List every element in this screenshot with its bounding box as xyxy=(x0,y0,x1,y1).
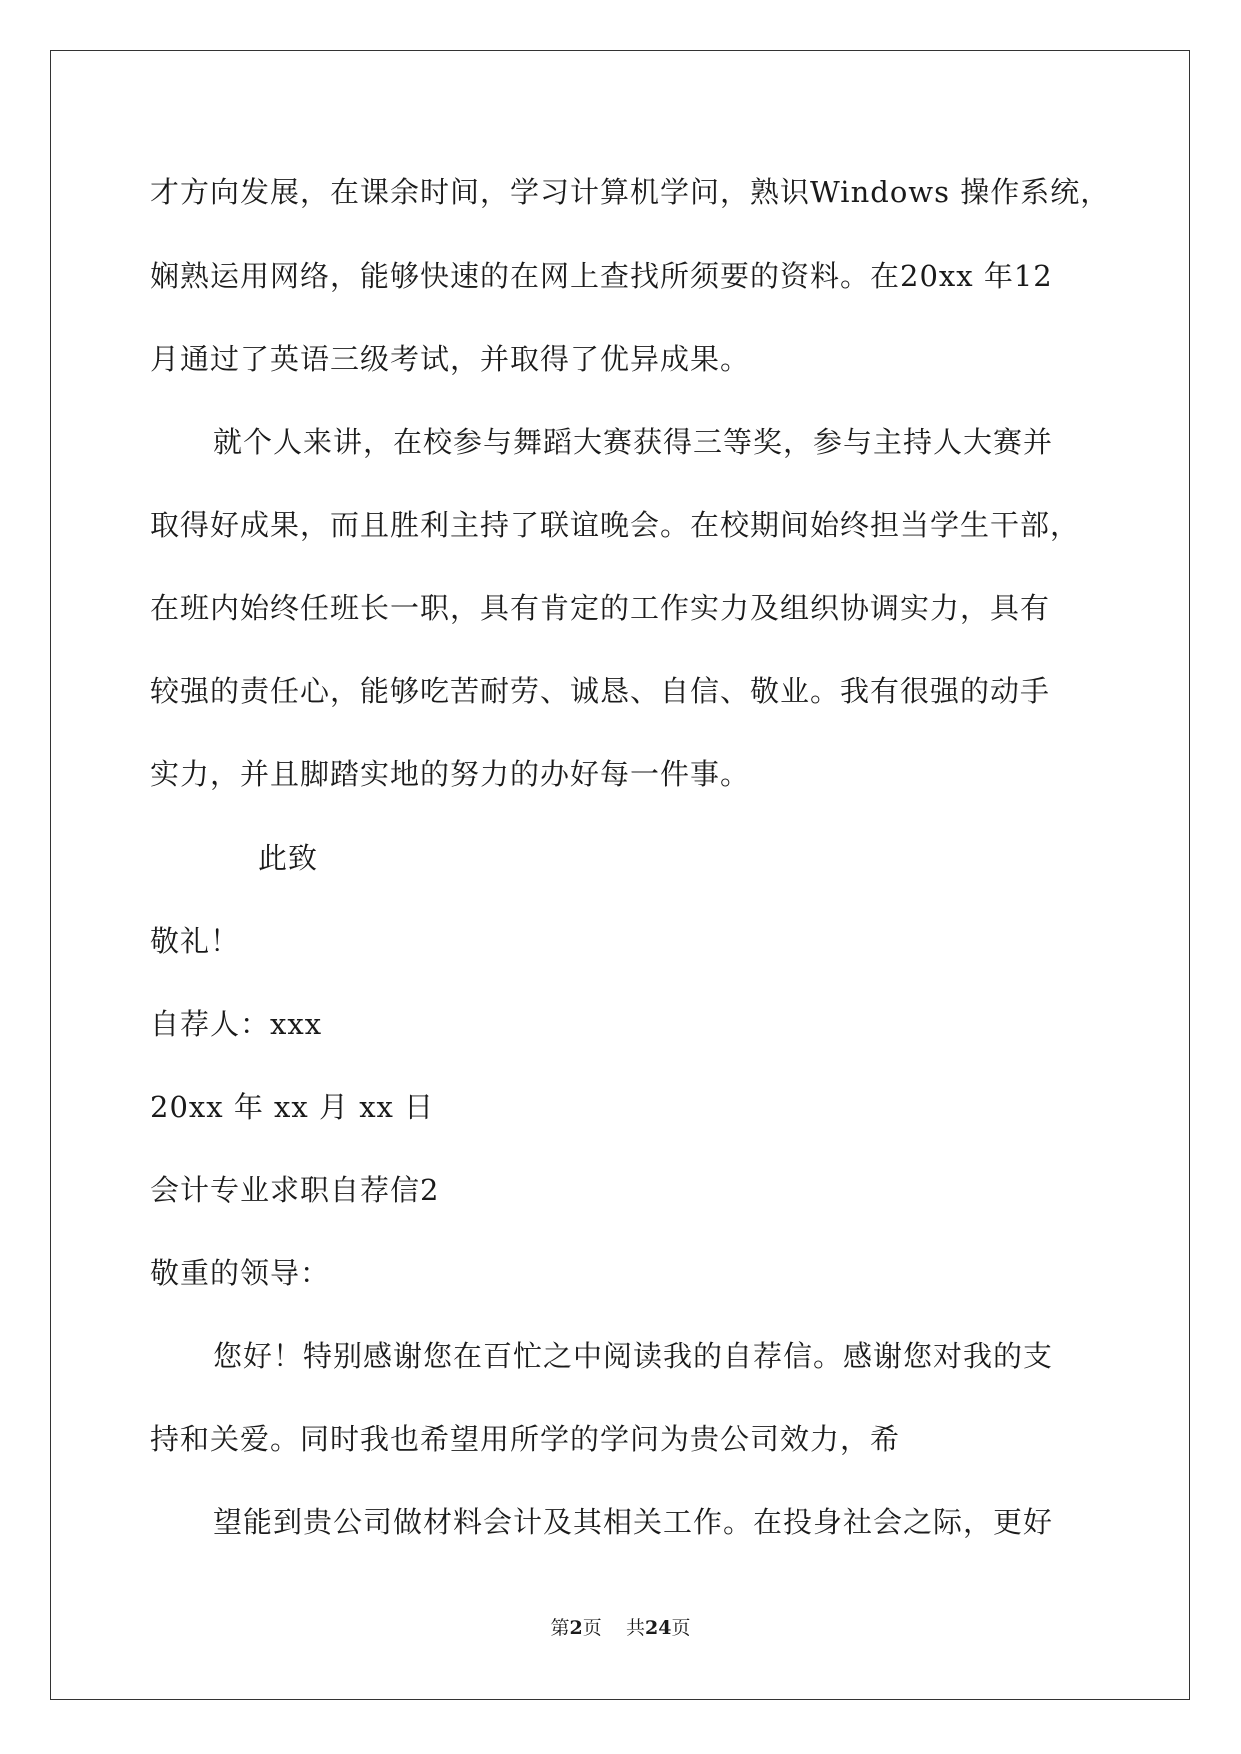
footer-total-prefix: 共 xyxy=(625,1617,645,1639)
body-line-4: 就个人来讲，在校参与舞蹈大赛获得三等奖，参与主持人大赛并 xyxy=(213,425,1054,459)
signature-line: 自荐人：xxx xyxy=(150,1007,323,1041)
date-line: 20xx 年 xx 月 xx 日 xyxy=(150,1090,435,1124)
body-line-2: 娴熟运用网络，能够快速的在网上查找所须要的资料。在20xx 年12 xyxy=(150,259,1053,293)
closing-salutation: 此致 xyxy=(258,841,319,875)
current-page-number: 2 xyxy=(569,1617,583,1639)
body-line-15: 您好！特别感谢您在百忙之中阅读我的自荐信。感谢您对我的支 xyxy=(213,1339,1054,1373)
greeting-line: 敬重的领导： xyxy=(150,1256,331,1290)
section-title: 会计专业求职自荐信2 xyxy=(150,1173,440,1207)
body-line-8: 实力，并且脚踏实地的努力的办好每一件事。 xyxy=(150,757,751,791)
body-line-17: 望能到贵公司做材料会计及其相关工作。在投身社会之际，更好 xyxy=(213,1505,1054,1539)
footer-page-suffix: 页 xyxy=(582,1617,602,1639)
closing-regards: 敬礼！ xyxy=(150,924,241,958)
body-line-1: 才方向发展，在课余时间，学习计算机学问，熟识Windows 操作系统， xyxy=(150,175,1111,209)
footer-total-suffix: 页 xyxy=(671,1617,691,1639)
footer-prefix: 第 xyxy=(550,1617,570,1639)
total-pages-number: 24 xyxy=(644,1617,672,1639)
body-line-5: 取得好成果，而且胜利主持了联谊晚会。在校期间始终担当学生干部， xyxy=(150,508,1081,542)
body-line-16: 持和关爱。同时我也希望用所学的学问为贵公司效力，希 xyxy=(150,1422,901,1456)
body-line-6: 在班内始终任班长一职，具有肯定的工作实力及组织协调实力，具有 xyxy=(150,591,1051,625)
body-line-7: 较强的责任心，能够吃苦耐劳、诚恳、自信、敬业。我有很强的动手 xyxy=(150,674,1051,708)
body-line-3: 月通过了英语三级考试，并取得了优异成果。 xyxy=(150,342,751,376)
page-footer xyxy=(0,1616,1241,1640)
